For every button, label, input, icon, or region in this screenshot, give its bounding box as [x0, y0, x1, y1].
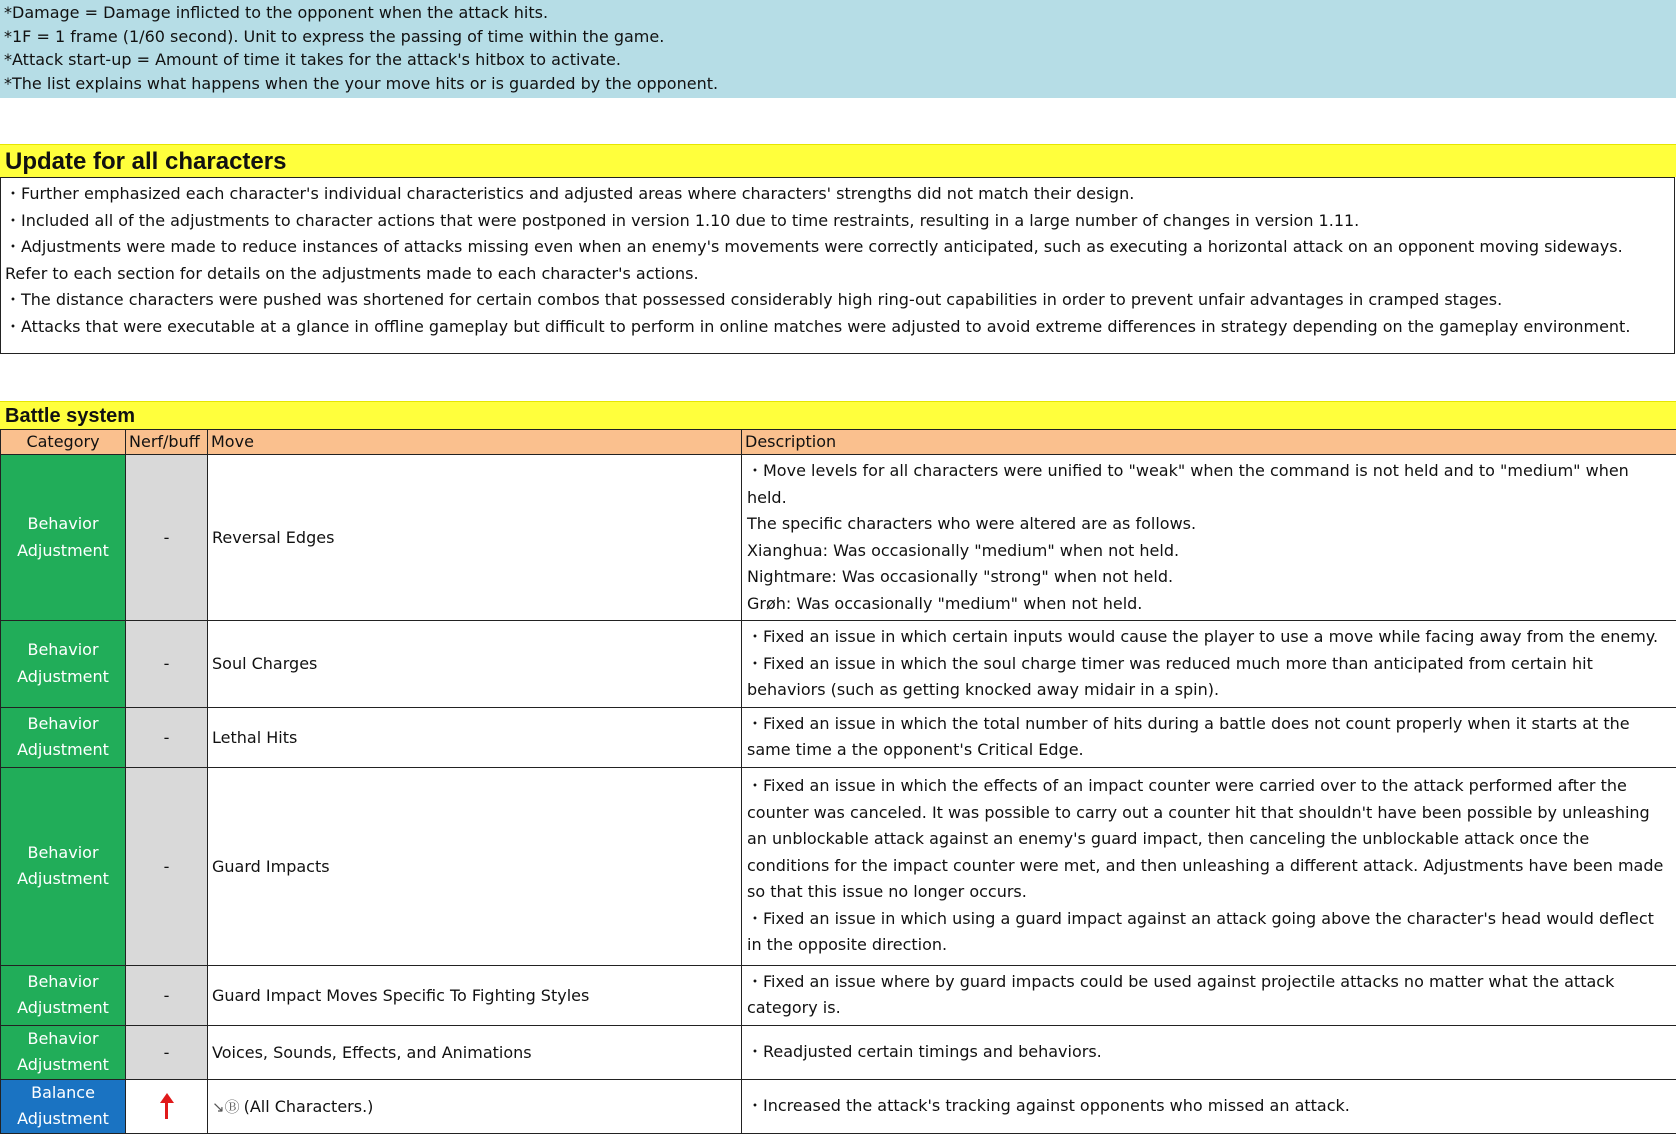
- header-move: Move: [208, 430, 742, 455]
- update-item: ・Further emphasized each character's individual characteristics and adjusted areas where characters' strengths did not match their design.: [5, 181, 1670, 208]
- table-row: [1, 621, 1676, 708]
- note-line: *1F = 1 frame (1/60 second). Unit to express the passing of time within the game.: [4, 25, 1672, 49]
- command-input-icon: ↘Ⓑ: [212, 1098, 240, 1116]
- category-line: Adjustment: [1, 1052, 125, 1079]
- update-item: ・The distance characters were pushed was shortened for certain combos that possessed considerably high ring-out capabilities in order to prevent unfair advantages in cramped stages.: [5, 287, 1670, 314]
- category-line: Adjustment: [1, 737, 125, 764]
- category-line: Behavior: [1, 711, 125, 738]
- category-cell: [1, 1079, 126, 1133]
- header-description: Description: [742, 430, 1676, 455]
- category-cell: [1, 965, 126, 1025]
- category-cell: [1, 707, 126, 767]
- nerf-buff-cell: -: [126, 707, 208, 767]
- nerf-buff-cell: [126, 1079, 208, 1133]
- description-cell: [742, 621, 1676, 708]
- description-line: Nightmare: Was occasionally "strong" when not held.: [747, 564, 1672, 591]
- table-header-row: [1, 430, 1676, 455]
- move-cell: Lethal Hits: [208, 707, 742, 767]
- description-line: ・Fixed an issue in which the soul charge timer was reduced much more than anticipated from certain hit behaviors (such as getting knocked away midair in a spin).: [747, 651, 1672, 704]
- move-cell: Soul Charges: [208, 621, 742, 708]
- category-line: Behavior: [1, 1026, 125, 1053]
- description-line: ・Fixed an issue in which the effects of an impact counter were carried over to the attack performed after the counter was canceled. It was possible to carry out a counter hit that shouldn't have been possible by unleashing an unblockable attack against an enemy's guard impact, then canceling the unblockable attack once the conditions for the impact counter were met, and then unleashing a different attack. Adjustments have been made so that this issue no longer occurs.: [747, 773, 1672, 906]
- move-cell: Guard Impacts: [208, 767, 742, 965]
- table-row: [1, 1079, 1676, 1133]
- category-cell: [1, 455, 126, 621]
- note-line: *The list explains what happens when the your move hits or is guarded by the opponent.: [4, 72, 1672, 96]
- category-cell: [1, 767, 126, 965]
- description-line: Xianghua: Was occasionally "medium" when not held.: [747, 538, 1672, 565]
- description-cell: [742, 767, 1676, 965]
- move-label: (All Characters.): [244, 1097, 374, 1116]
- update-item: ・Included all of the adjustments to character actions that were postponed in version 1.10 due to time restraints, resulting in a large number of changes in version 1.11.: [5, 208, 1670, 235]
- category-line: Adjustment: [1, 995, 125, 1022]
- update-section-title: Update for all characters: [0, 144, 1676, 177]
- category-line: Behavior: [1, 511, 125, 538]
- description-line: ・Move levels for all characters were unified to "weak" when the command is not held and to "medium" when held.: [747, 458, 1672, 511]
- battle-system-table: [0, 429, 1676, 1134]
- table-row: [1, 965, 1676, 1025]
- description-line: The specific characters who were altered are as follows.: [747, 511, 1672, 538]
- notes-box: [0, 0, 1676, 98]
- nerf-buff-cell: -: [126, 767, 208, 965]
- category-line: Behavior: [1, 840, 125, 867]
- update-item: ・Attacks that were executable at a glance in offline gameplay but difficult to perform in online matches were adjusted to avoid extreme differences in strategy depending on the gameplay environment.: [5, 314, 1670, 341]
- nerf-buff-cell: -: [126, 455, 208, 621]
- category-line: Adjustment: [1, 538, 125, 565]
- category-line: Adjustment: [1, 664, 125, 691]
- description-line: ・Readjusted certain timings and behaviors.: [747, 1039, 1672, 1066]
- table-row: [1, 455, 1676, 621]
- update-item: ・Adjustments were made to reduce instances of attacks missing even when an enemy's movements were correctly anticipated, such as executing a horizontal attack on an opponent moving sideways. Refer to each section for details on the adjustments made to each character's actions.: [5, 234, 1670, 287]
- nerf-buff-cell: -: [126, 965, 208, 1025]
- category-line: Behavior: [1, 637, 125, 664]
- description-cell: [742, 965, 1676, 1025]
- table-row: [1, 707, 1676, 767]
- update-list: [0, 177, 1675, 354]
- description-line: ・Fixed an issue where by guard impacts could be used against projectile attacks no matter what the attack category is.: [747, 969, 1672, 1022]
- description-line: ・Fixed an issue in which using a guard impact against an attack going above the character's head would deflect in the opposite direction.: [747, 906, 1672, 959]
- header-nerf-buff: Nerf/buff: [126, 430, 208, 455]
- description-line: Grøh: Was occasionally "medium" when not held.: [747, 591, 1672, 618]
- battle-system-title: Battle system: [0, 401, 1676, 429]
- description-cell: [742, 1079, 1676, 1133]
- table-row: [1, 767, 1676, 965]
- category-cell: [1, 1025, 126, 1079]
- move-cell: Voices, Sounds, Effects, and Animations: [208, 1025, 742, 1079]
- category-line: Behavior: [1, 969, 125, 996]
- category-line: Adjustment: [1, 1106, 125, 1133]
- nerf-buff-cell: -: [126, 1025, 208, 1079]
- category-cell: [1, 621, 126, 708]
- move-cell: Reversal Edges: [208, 455, 742, 621]
- nerf-buff-cell: -: [126, 621, 208, 708]
- move-cell: [208, 1079, 742, 1133]
- buff-up-arrow-icon: [160, 1093, 174, 1119]
- category-line: Balance: [1, 1080, 125, 1107]
- note-line: *Damage = Damage inflicted to the opponent when the attack hits.: [4, 1, 1672, 25]
- table-row: [1, 1025, 1676, 1079]
- description-line: ・Increased the attack's tracking against opponents who missed an attack.: [747, 1093, 1672, 1120]
- description-cell: [742, 1025, 1676, 1079]
- description-line: ・Fixed an issue in which certain inputs would cause the player to use a move while facing away from the enemy.: [747, 624, 1672, 651]
- note-line: *Attack start-up = Amount of time it takes for the attack's hitbox to activate.: [4, 48, 1672, 72]
- description-cell: [742, 455, 1676, 621]
- category-line: Adjustment: [1, 866, 125, 893]
- header-category: Category: [1, 430, 126, 455]
- description-cell: [742, 707, 1676, 767]
- description-line: ・Fixed an issue in which the total number of hits during a battle does not count properly when it starts at the same time a the opponent's Critical Edge.: [747, 711, 1672, 764]
- move-cell: Guard Impact Moves Specific To Fighting Styles: [208, 965, 742, 1025]
